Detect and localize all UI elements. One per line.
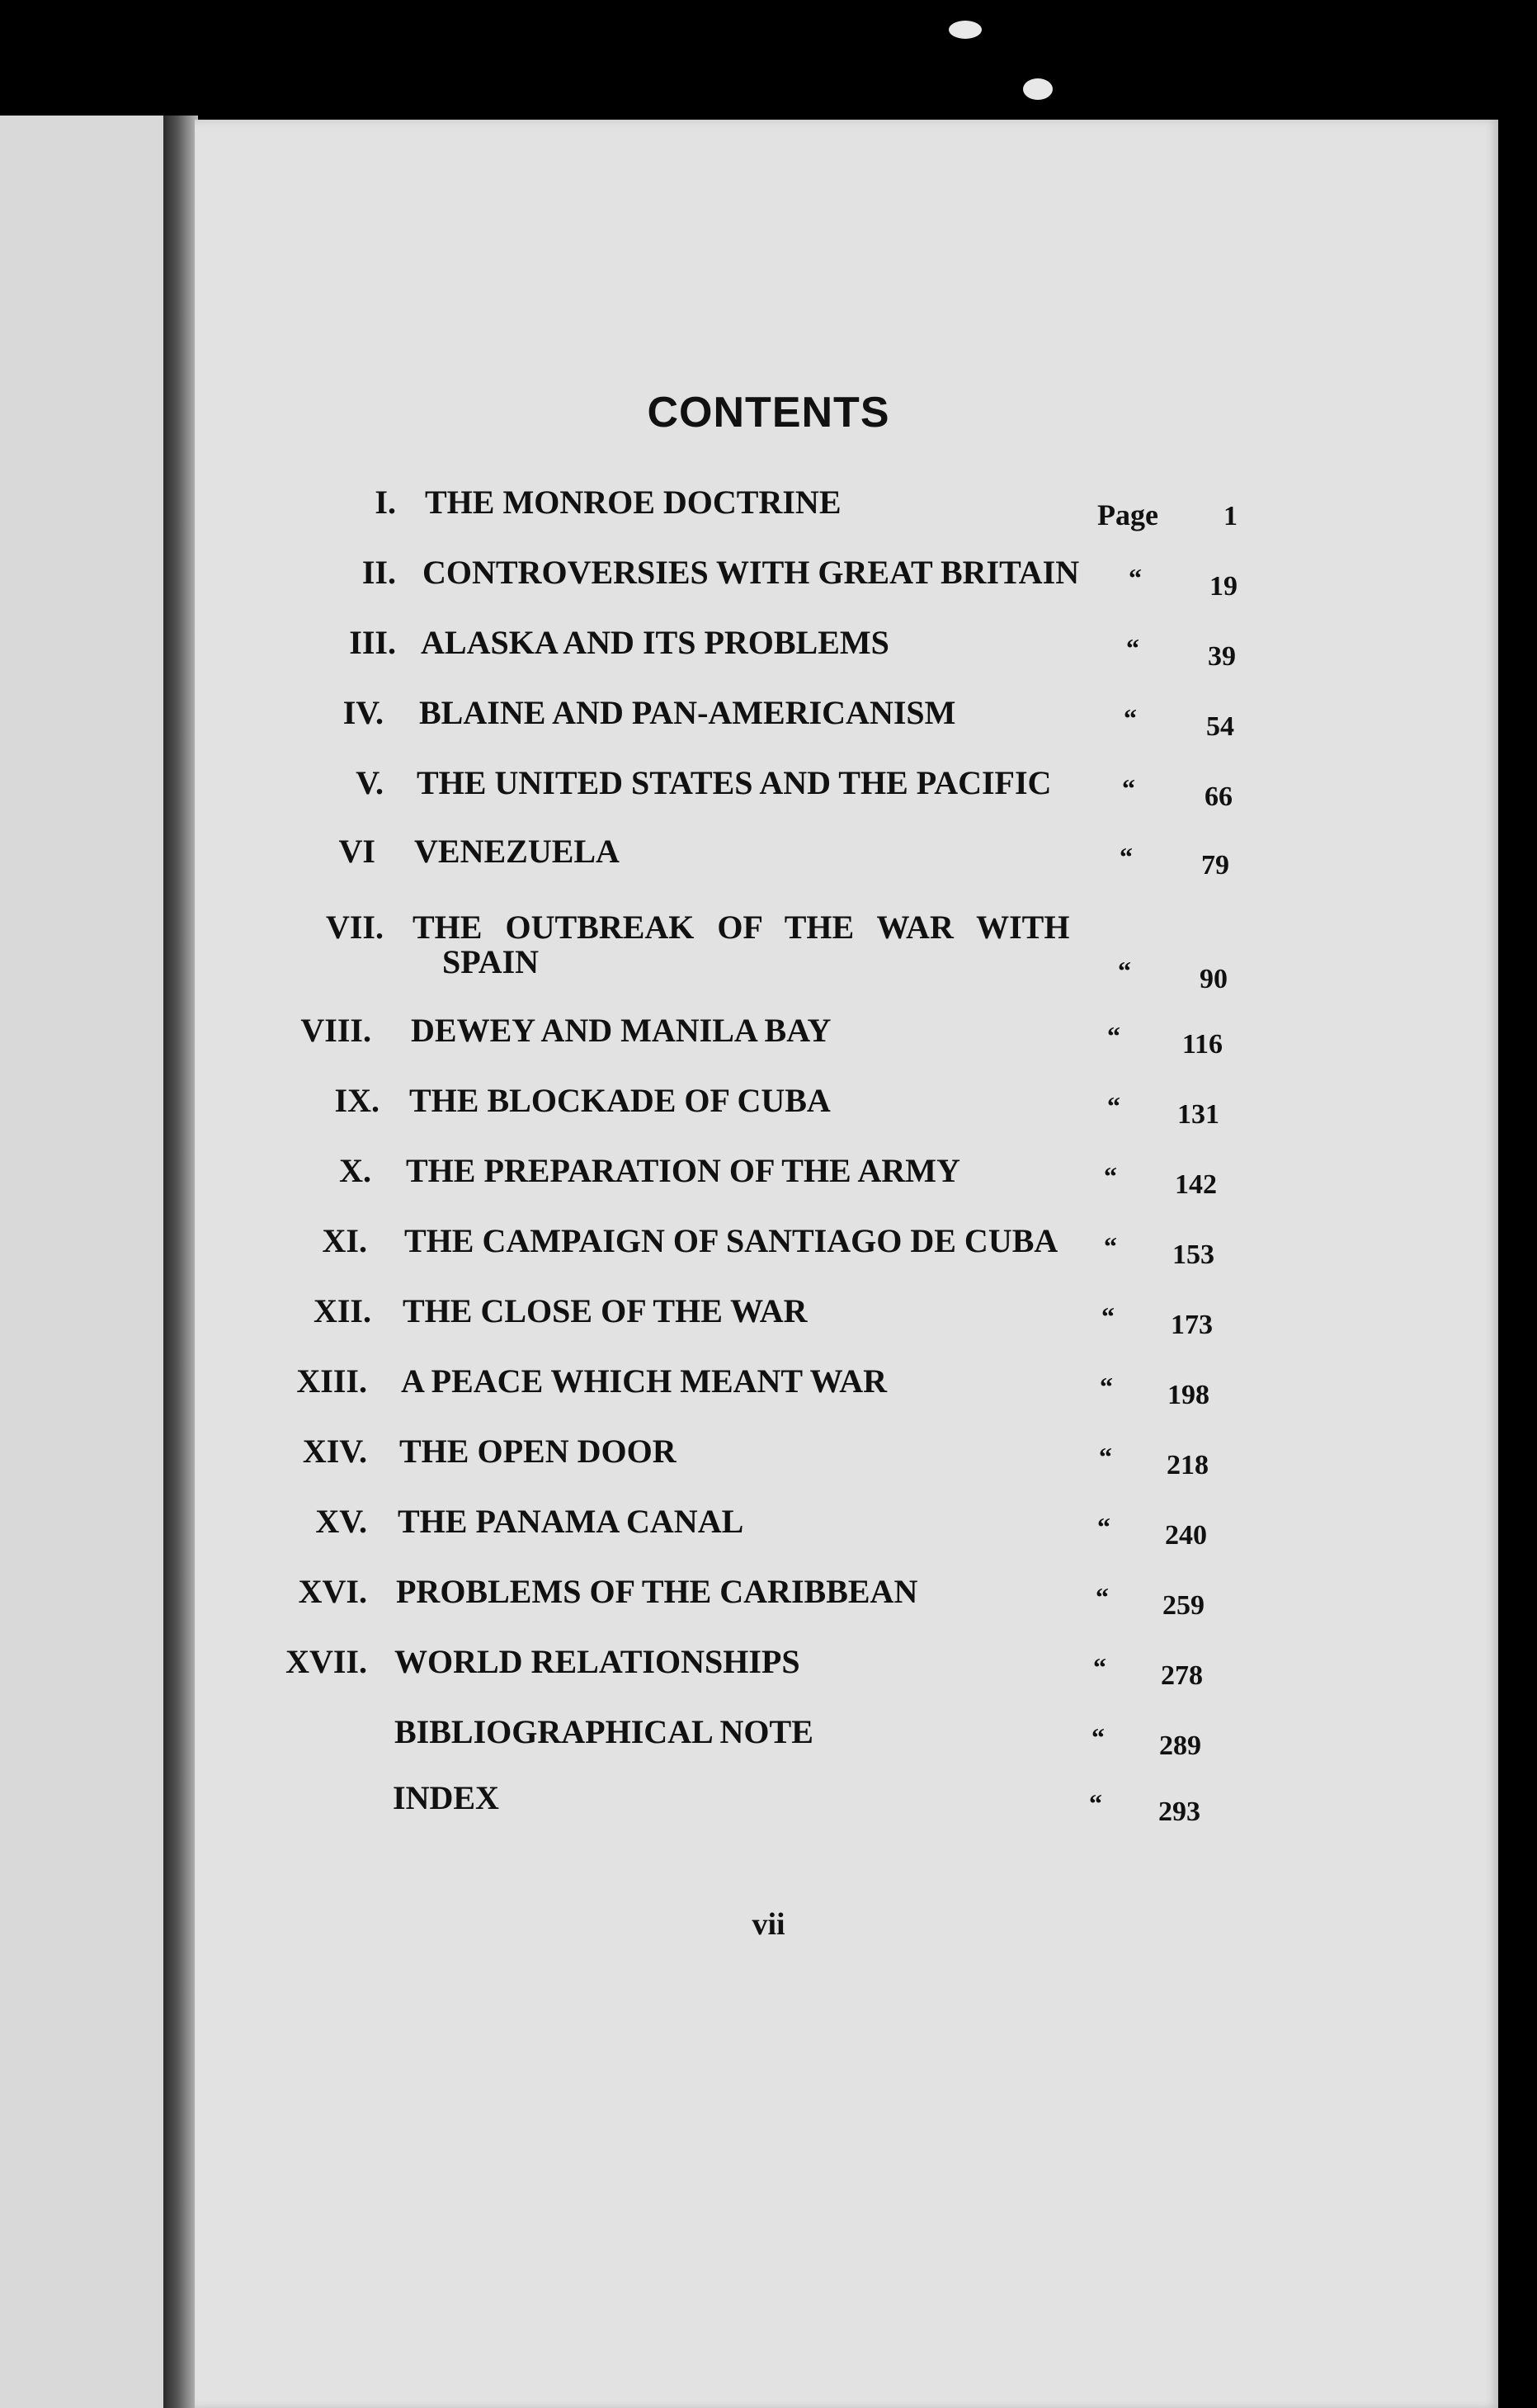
ditto-mark: “ xyxy=(1107,1091,1120,1121)
chapter-page-number: 54 xyxy=(1206,711,1234,742)
chapter-title: THE UNITED STATES AND THE PACIFIC xyxy=(417,764,1052,801)
chapter-title: WORLD RELATIONSHIPS xyxy=(394,1643,800,1680)
ditto-mark: “ xyxy=(1104,1231,1117,1261)
chapter-title: THE CLOSE OF THE WAR xyxy=(403,1292,808,1329)
chapter-page-number: 39 xyxy=(1208,641,1236,672)
chapter-title: INDEX xyxy=(393,1779,499,1816)
chapter-page-number: 218 xyxy=(1167,1450,1209,1480)
chapter-page-number: 142 xyxy=(1175,1169,1217,1200)
chapter-numeral: XVI. xyxy=(298,1573,367,1610)
chapter-page-number: 198 xyxy=(1167,1380,1209,1410)
page-number: vii xyxy=(752,1907,785,1942)
chapter-title: A PEACE WHICH MEANT WAR xyxy=(401,1362,887,1400)
chapter-title: BIBLIOGRAPHICAL NOTE xyxy=(394,1713,813,1750)
chapter-title: THE PANAMA CANAL xyxy=(398,1503,744,1540)
chapter-page-number: 66 xyxy=(1205,781,1233,812)
ditto-mark: “ xyxy=(1091,1722,1105,1752)
chapter-page-number: 153 xyxy=(1172,1239,1214,1270)
chapter-page-number: 19 xyxy=(1209,571,1238,602)
ditto-mark: “ xyxy=(1099,1442,1112,1471)
chapter-page-number: 278 xyxy=(1161,1660,1203,1691)
chapter-title: THE OUTBREAK OF THE WAR WITH xyxy=(413,909,1070,946)
chapter-page-number: 240 xyxy=(1165,1520,1207,1551)
chapter-title: CONTROVERSIES WITH GREAT BRITAIN xyxy=(422,554,1080,591)
chapter-numeral: VI xyxy=(338,833,375,870)
chapter-numeral: III. xyxy=(349,624,396,661)
chapter-page-number: 173 xyxy=(1171,1310,1213,1340)
chapter-numeral: IX. xyxy=(334,1082,380,1119)
chapter-numeral: VII. xyxy=(325,909,384,946)
ditto-mark: “ xyxy=(1104,1161,1117,1191)
chapter-title: THE OPEN DOOR xyxy=(399,1433,677,1470)
chapter-numeral: XI. xyxy=(322,1222,367,1259)
ditto-mark: “ xyxy=(1093,1652,1106,1682)
chapter-title: ALASKA AND ITS PROBLEMS xyxy=(421,624,889,661)
ditto-mark: “ xyxy=(1096,1582,1109,1612)
ditto-mark: “ xyxy=(1120,842,1133,871)
chapter-title: THE PREPARATION OF THE ARMY xyxy=(406,1152,960,1189)
ditto-mark: “ xyxy=(1129,563,1142,593)
chapter-page-number: 131 xyxy=(1177,1099,1219,1130)
chapter-page-number: 90 xyxy=(1200,964,1228,994)
chapter-numeral: XV. xyxy=(315,1503,367,1540)
chapter-numeral: IV. xyxy=(342,694,384,731)
book-gutter xyxy=(163,116,198,2408)
scan-speck xyxy=(1023,78,1053,100)
ditto-mark: “ xyxy=(1118,956,1131,985)
chapter-page-number: 1 xyxy=(1223,501,1238,531)
contents-page xyxy=(195,120,1498,2408)
ditto-mark: “ xyxy=(1097,1512,1110,1542)
ditto-mark: “ xyxy=(1124,703,1137,733)
chapter-title: PROBLEMS OF THE CARIBBEAN xyxy=(396,1573,918,1610)
chapter-page-number: 293 xyxy=(1158,1797,1200,1827)
chapter-title: THE CAMPAIGN OF SANTIAGO DE CUBA xyxy=(404,1222,1058,1259)
scan-speck xyxy=(949,21,982,39)
page-title: CONTENTS xyxy=(647,389,890,437)
chapter-title: THE BLOCKADE OF CUBA xyxy=(409,1082,831,1119)
chapter-title: THE MONROE DOCTRINE xyxy=(425,484,842,521)
chapter-numeral: V. xyxy=(356,764,384,801)
ditto-mark: “ xyxy=(1122,773,1135,803)
chapter-numeral: VIII. xyxy=(300,1012,371,1049)
facing-page-edge xyxy=(0,116,165,2408)
chapter-numeral: XII. xyxy=(313,1292,371,1329)
ditto-mark: “ xyxy=(1107,1021,1120,1051)
chapter-page-number: 289 xyxy=(1159,1730,1201,1761)
ditto-mark: “ xyxy=(1101,1301,1115,1331)
chapter-page-number: 259 xyxy=(1162,1590,1205,1621)
chapter-page-number: 79 xyxy=(1201,850,1229,881)
chapter-numeral: I. xyxy=(375,484,396,521)
chapter-title: VENEZUELA xyxy=(414,833,620,870)
chapter-numeral: XIV. xyxy=(302,1433,367,1470)
chapter-title: DEWEY AND MANILA BAY xyxy=(411,1012,832,1049)
chapter-title-continued: SPAIN xyxy=(442,943,540,980)
ditto-mark: “ xyxy=(1089,1788,1102,1818)
chapter-numeral: II. xyxy=(361,554,396,591)
chapter-numeral: XVII. xyxy=(285,1643,367,1680)
page-column-label: Page xyxy=(1097,498,1158,531)
ditto-mark: “ xyxy=(1100,1372,1113,1401)
ditto-mark: “ xyxy=(1126,633,1139,663)
chapter-numeral: XIII. xyxy=(296,1362,367,1400)
chapter-title: BLAINE AND PAN-AMERICANISM xyxy=(419,694,956,731)
chapter-page-number: 116 xyxy=(1181,1029,1223,1060)
scan-border xyxy=(1498,132,1537,2408)
chapter-numeral: X. xyxy=(339,1152,371,1189)
